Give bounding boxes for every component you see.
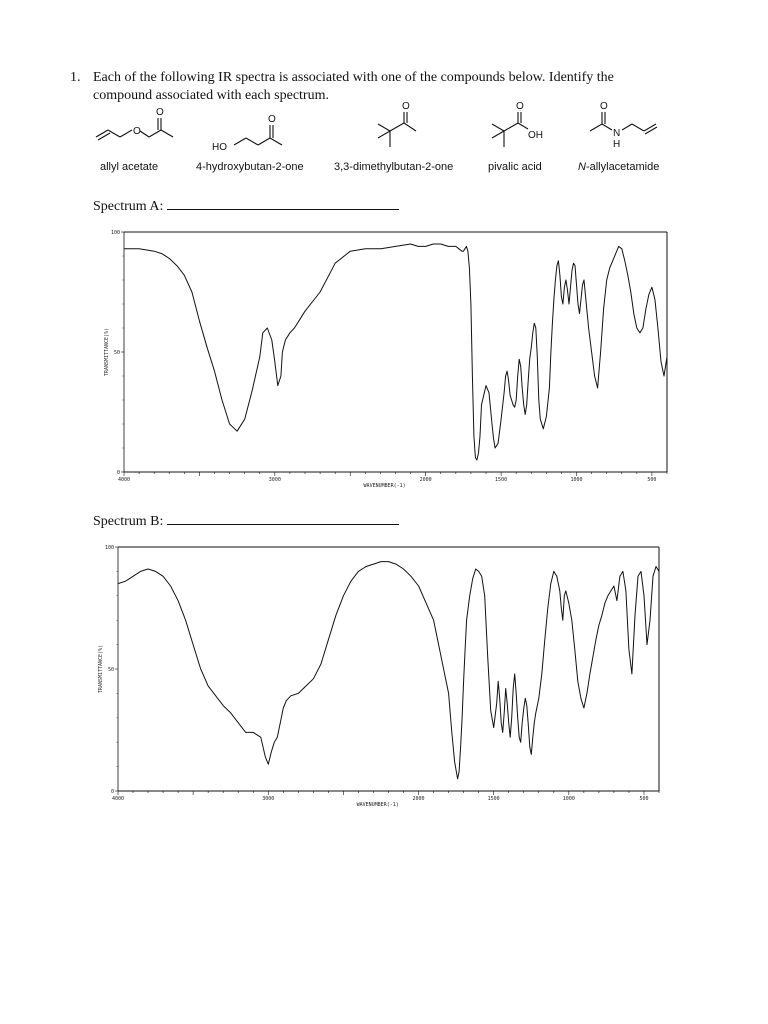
spectrum-a-answer-blank[interactable]	[167, 197, 399, 210]
x-tick-label: 500	[647, 477, 657, 483]
x-tick-label: 2000	[412, 796, 425, 802]
y-axis-label: TRANSMITTANCE(%)	[104, 327, 110, 377]
x-tick-label: 4000	[117, 477, 131, 483]
spectrum-line	[118, 562, 659, 779]
spectrum-b-label	[93, 512, 399, 530]
spectrum-a-title: Spectrum A:	[93, 199, 164, 214]
carbonyl-oxygen: O	[516, 101, 524, 112]
3-3-dimethylbutan-2-one-structure	[334, 103, 474, 159]
spectrum-b-title: Spectrum B:	[93, 514, 164, 529]
compound-name	[578, 161, 659, 173]
x-tick-label: 1500	[495, 477, 508, 483]
compound-name-text: -allylacetamide	[585, 161, 660, 173]
compound-name: pivalic acid	[488, 161, 542, 173]
amide-nitrogen: N	[613, 128, 621, 139]
n-allylacetamide-structure	[578, 103, 688, 159]
x-tick-label: 500	[639, 796, 649, 802]
y-axis-label: TRANSMITTANCE(%)	[98, 644, 104, 694]
x-tick-label: 3000	[262, 796, 275, 802]
x-axis-label: WAVENUMBER(-1)	[363, 483, 406, 489]
x-tick-label: 3000	[268, 477, 281, 483]
n-prefix: N	[578, 161, 586, 173]
carbonyl-oxygen: O	[402, 101, 410, 112]
question-text-line-1: Each of the following IR spectra is associated with one of the compounds below. Identify the	[93, 70, 614, 85]
allyl-acetate-structure	[94, 103, 184, 159]
y-tick-label: 100	[104, 545, 114, 551]
compound-name: 3,3-dimethylbutan-2-one	[334, 161, 454, 173]
compound-name: 4-hydroxybutan-2-one	[196, 161, 304, 173]
y-tick-label: 0	[110, 789, 114, 795]
spectrum-b-answer-blank[interactable]	[167, 512, 399, 525]
carbonyl-oxygen: O	[600, 101, 608, 112]
4-hydroxybutan-2-one-structure	[196, 103, 326, 159]
x-tick-label: 1500	[487, 796, 500, 802]
x-tick-label: 2000	[419, 477, 432, 483]
spectrum-a-label	[93, 197, 399, 215]
carbonyl-oxygen: O	[268, 114, 276, 125]
amide-hydrogen: H	[613, 139, 621, 150]
compound-3-3-dimethylbutan-2-one	[334, 103, 474, 183]
hydroxyl-group: HO	[212, 142, 227, 153]
spectrum-a-chart	[96, 226, 676, 494]
compound-4-hydroxybutan-2-one	[196, 103, 326, 183]
x-tick-label: 4000	[111, 796, 125, 802]
x-tick-label: 1000	[562, 796, 575, 802]
spectrum-b-svg	[90, 541, 670, 821]
compound-name: allyl acetate	[100, 161, 159, 173]
spectrum-a-svg	[96, 226, 676, 494]
compound-n-allylacetamide	[578, 103, 688, 183]
spectrum-line	[124, 244, 667, 460]
question-number: 1.	[70, 70, 81, 85]
hydroxyl-group: OH	[528, 130, 543, 141]
compound-list	[88, 103, 688, 183]
compound-pivalic-acid	[480, 103, 570, 183]
pivalic-acid-structure	[480, 103, 570, 159]
y-tick-label: 50	[107, 667, 114, 673]
compound-allyl-acetate	[94, 103, 184, 183]
allyl-acetate-ester-oxygen: O	[133, 126, 141, 137]
question-text-line-2: compound associated with each spectrum.	[93, 88, 329, 103]
y-tick-label: 50	[113, 350, 120, 356]
y-tick-label: 100	[110, 230, 120, 236]
allyl-acetate-carbonyl-oxygen: O	[156, 107, 164, 118]
x-tick-label: 1000	[570, 477, 583, 483]
y-tick-label: 0	[116, 470, 120, 476]
x-axis-label: WAVENUMBER(-1)	[356, 802, 399, 808]
spectrum-b-chart	[90, 541, 670, 821]
